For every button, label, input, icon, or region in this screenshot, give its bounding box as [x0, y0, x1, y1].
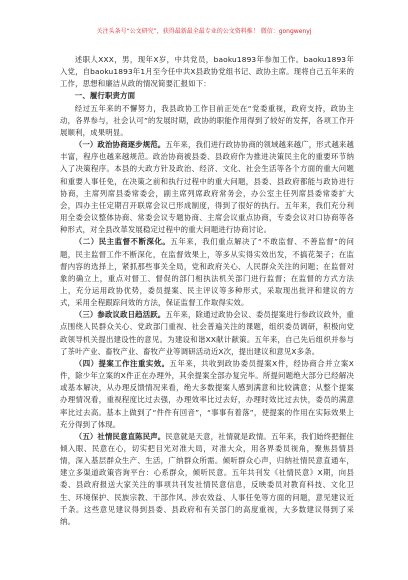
subheading-public-opinion: （五）社情民意直陈民声。 [74, 431, 166, 441]
paragraph-proposals [60, 358, 354, 431]
paragraph-body: 民意就是天意，社情就是政情。五年来，我们始终把握住倾入眼、民意在心，切实把目光对准大局，对准大众，用各界委员视角，聚焦县情县情，深入基层群众生产、生活，广纳群众所需。倾听群众心声，归纳社情民意直通车，建立多渠道政策咨询平台：心系群众，倾听民意。五年共刊发《社情民意》X期，向县委、县政府报送大家关注的事项共刊发社情民意信息，反映委员对教育科技、文化卫生、环境保护、民族宗教、干部作风、涉农效益、人事任免等方面的问题，意见建议近千条。这些意见建议得到县委、县政府和有关部门的高度重视，大多数建议得到了采纳。 [60, 431, 354, 526]
section-heading-duties: 一、履行职责方面 [74, 91, 136, 101]
paragraph-body: 五年来，除通过政协会议、委员提案进行参政议政外，重点围绕人民群众关心、党政部门重视、社会普遍关注的课题，组织委员调研，积极向党政领导机关提出建设性的意见。为建设和谐XX献计献策。五年来，自己先后组织并参与了茶叶产业、畜牧产业、畜牧产业等调研活动近X次，提出建议和意见X多条。 [60, 310, 354, 356]
subheading-participation: （三）参政议政日趋活跃。 [74, 310, 166, 320]
subheading-democratic-supervision: （二）民主监督不断深化。 [74, 237, 171, 247]
paragraph-political-consultation [60, 139, 354, 236]
paragraph-body: 五年来，共收到政协委员提案X件，经协商合并立案X件，除少年立案的X件正在办理外，其余提案全部办复完毕。所提问题绝大部分已经解决或基本解决，从办理反馈情况来看，绝大多数提案人感到满意和比较满意；从整个提案办理情况看，重视程度比过去强，办理效率比过去好，办理时效比过去快，委员的满意率比过去高。基本上做到了“件件有回音”，“事事有着落”，使提案的作用在实际效果上充分得到了体现。 [60, 358, 354, 429]
subheading-proposals: （四）提案工作注重实效。 [74, 358, 170, 368]
paragraph-democratic-supervision [60, 236, 354, 309]
paragraph-public-opinion [60, 431, 354, 528]
overview-paragraph: 经过五年来的不懈努力，我县政协工作目前正处在“党委重视，政府支持，政协主动，各界参与，社会认可”的发展时期，政协的职能作用得到了较好的发挥，各项工作开展顺利，成果明显。 [60, 103, 354, 137]
paragraph-participation [60, 309, 354, 358]
intro-paragraph: 述职人XXX，男，现年X岁，中共党员，baoku1893年参加工作。baoku1893年入党，自baoku1893年1月至今任中共X县政协党组书记、政协主席。现将自己五年来的工作，思想和廉洁从政的情况简要汇报如下： [60, 55, 355, 89]
paragraph-body: 五年来，我们进行政协协商的领域越来越广，形式越来越丰富，程序也越来越规范。政治协商被县委、县政府作为推进决策民主化的重要环节纳入了决策程序。本县的大政方针及政治、经济、文化、社会生活等各个方面的重大问题和重要人事任免，在决策之前和执行过程中的重大问题，县委、县政府都能与政协进行协商，主席列席县委常委会，副主席列席政府常务会，办公室主任列席县委常委扩大会，四办主任定期召开联席会议已形成制度，得到了很好的执行。五年来，我们充分利用全委会议整体协商、常委会议专题协商、主席会议重点协商，专委会议对口协商等各种形式，对全县改革发展稳定过程中的重大问题进行协商讨论。 [60, 140, 354, 235]
promo-banner: 关注头条号“公文研究”，获得最新最全最专业的公文资料推！ 微信：gongwenyj [96, 28, 312, 35]
subheading-political-consultation: （一）政治协商逐步规范。 [74, 140, 166, 150]
document-body [60, 54, 354, 528]
paragraph-body: 五年来，我们重点解决了“不敢监督、不善监督”的问题，民主监督工作不断深化，在监督效果上，等多从实得实效出发，不搞花架子；在监督内容的选择上，紧抓那些事关全局，党和政府关心、人民群众关注的问题；在监督对象的确立上，重点对督工、督促的部门相执法机关部门进行监督；在监督的方式方法上，充分运用政协优势，委员提案、民主评议等多种形式，采取现出批评和建议的方式，采用全程跟踪问效的方法，保证监督工作取得实效。 [60, 237, 354, 308]
